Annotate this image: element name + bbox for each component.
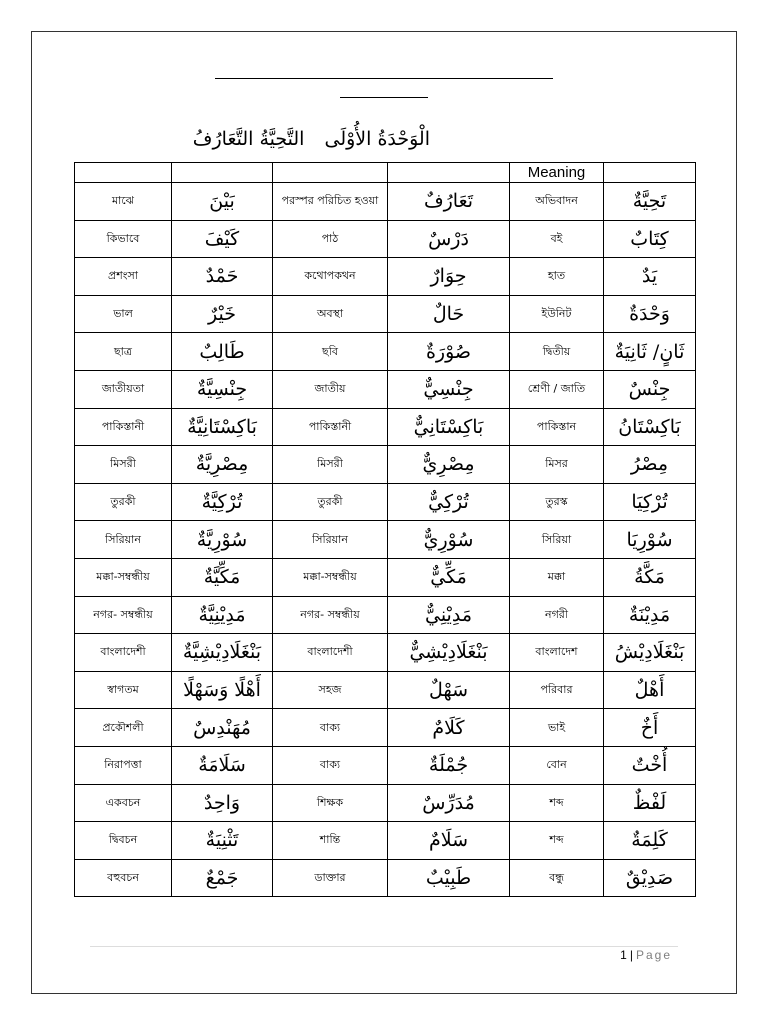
- arabic-word-cell: مِصْرِيَّةٌ: [172, 446, 273, 484]
- table-row: [75, 370, 696, 408]
- arabic-word-cell: بَاكِسْتَانِيَّةٌ: [172, 408, 273, 446]
- bengali-meaning-cell: ডাক্তার: [273, 859, 388, 897]
- bengali-meaning-cell: জাতীয়: [273, 370, 388, 408]
- arabic-word-cell: تَحِيَّةٌ: [604, 183, 696, 221]
- arabic-word-cell: يَدٌ: [604, 258, 696, 296]
- arabic-word-cell: مُهَنْدِسٌ: [172, 709, 273, 747]
- table-header-cell: [273, 163, 388, 183]
- bengali-meaning-cell: তুরকী: [273, 483, 388, 521]
- arabic-word-cell: أُخْتٌ: [604, 746, 696, 784]
- vocabulary-table: [74, 162, 696, 897]
- bengali-meaning-cell: বাংলাদেশী: [273, 634, 388, 672]
- bengali-meaning-cell: শ্রেণী / জাতি: [510, 370, 604, 408]
- table-row: [75, 258, 696, 296]
- arabic-word-cell: تُرْكِيٌّ: [388, 483, 510, 521]
- bengali-meaning-cell: সিরিয়ান: [273, 521, 388, 559]
- arabic-word-cell: أَهْلٌ: [604, 671, 696, 709]
- arabic-word-cell: كَلِمَةٌ: [604, 822, 696, 860]
- bengali-meaning-cell: ছাত্র: [75, 333, 172, 371]
- arabic-word-cell: أَخٌ: [604, 709, 696, 747]
- bengali-meaning-cell: ছবি: [273, 333, 388, 371]
- arabic-word-cell: جُمْلَةٌ: [388, 746, 510, 784]
- table-row: [75, 558, 696, 596]
- arabic-word-cell: تَعَارُفٌ: [388, 183, 510, 221]
- table-row: [75, 596, 696, 634]
- bengali-meaning-cell: নগরী: [510, 596, 604, 634]
- arabic-word-cell: جِنْسِيَّةٌ: [172, 370, 273, 408]
- table-row: [75, 295, 696, 333]
- table-row: [75, 446, 696, 484]
- bengali-meaning-cell: সহজ: [273, 671, 388, 709]
- bengali-meaning-cell: পাকিস্তানী: [273, 408, 388, 446]
- bengali-meaning-cell: বই: [510, 220, 604, 258]
- unit-title: [190, 124, 430, 154]
- arabic-word-cell: تُرْكِيَّةٌ: [172, 483, 273, 521]
- page-number: 1: [620, 948, 627, 962]
- unit-title-part1: الْوَحْدَةُ الأُوْلَى: [324, 128, 430, 150]
- bengali-meaning-cell: পরস্পর পরিচিত হওয়া: [273, 183, 388, 221]
- arabic-word-cell: مَكِّيٌّ: [388, 558, 510, 596]
- table-row: [75, 183, 696, 221]
- bengali-meaning-cell: দ্বিবচন: [75, 822, 172, 860]
- bengali-meaning-cell: বাংলাদেশী: [75, 634, 172, 672]
- bengali-meaning-cell: অবস্থা: [273, 295, 388, 333]
- arabic-word-cell: صَدِيْقٌ: [604, 859, 696, 897]
- bengali-meaning-cell: মাঝে: [75, 183, 172, 221]
- bengali-meaning-cell: বন্ধু: [510, 859, 604, 897]
- arabic-word-cell: مِصْرُ: [604, 446, 696, 484]
- table-header-row: [75, 163, 696, 183]
- bengali-meaning-cell: মিসরী: [273, 446, 388, 484]
- arabic-word-cell: بَنْغَلَادِيْشُ: [604, 634, 696, 672]
- arabic-word-cell: تُرْكِيَا: [604, 483, 696, 521]
- bengali-meaning-cell: শব্দ: [510, 784, 604, 822]
- arabic-word-cell: مَدِيْنِيٌّ: [388, 596, 510, 634]
- arabic-word-cell: سُوْرِيَّةٌ: [172, 521, 273, 559]
- bengali-meaning-cell: প্রশংসা: [75, 258, 172, 296]
- bengali-meaning-cell: পাকিস্তানী: [75, 408, 172, 446]
- arabic-word-cell: حَالٌ: [388, 295, 510, 333]
- table-row: [75, 483, 696, 521]
- arabic-word-cell: وَاحِدٌ: [172, 784, 273, 822]
- arabic-word-cell: بَيْنَ: [172, 183, 273, 221]
- arabic-word-cell: مَكِّيَّةٌ: [172, 558, 273, 596]
- arabic-word-cell: طَبِيْبٌ: [388, 859, 510, 897]
- arabic-word-cell: سَلَامَةٌ: [172, 746, 273, 784]
- arabic-word-cell: بَنْغَلَادِيْشِيَّةٌ: [172, 634, 273, 672]
- arabic-word-cell: حِوَارٌ: [388, 258, 510, 296]
- arabic-word-cell: جِنْسِيٌّ: [388, 370, 510, 408]
- table-row: [75, 822, 696, 860]
- bengali-meaning-cell: বাক্য: [273, 746, 388, 784]
- table-header-cell: Meaning: [510, 163, 604, 183]
- arabic-word-cell: سُوْرِيٌّ: [388, 521, 510, 559]
- bengali-meaning-cell: মক্কা: [510, 558, 604, 596]
- arabic-word-cell: كَيْفَ: [172, 220, 273, 258]
- bengali-meaning-cell: একবচন: [75, 784, 172, 822]
- table-row: [75, 521, 696, 559]
- bengali-meaning-cell: হাত: [510, 258, 604, 296]
- arabic-word-cell: سَلَامٌ: [388, 822, 510, 860]
- arabic-word-cell: حَمْدٌ: [172, 258, 273, 296]
- arabic-word-cell: خَيْرٌ: [172, 295, 273, 333]
- table-header-cell: [604, 163, 696, 183]
- table-header-cell: [172, 163, 273, 183]
- bengali-meaning-cell: কিভাবে: [75, 220, 172, 258]
- table-header-cell: [388, 163, 510, 183]
- table-row: [75, 709, 696, 747]
- arabic-word-cell: بَاكِسْتَانُ: [604, 408, 696, 446]
- arabic-word-cell: تَثْنِيَةٌ: [172, 822, 273, 860]
- arabic-word-cell: بَنْغَلَادِيْشِيٌّ: [388, 634, 510, 672]
- table-row: [75, 408, 696, 446]
- arabic-word-cell: مَكَّةُ: [604, 558, 696, 596]
- arabic-word-cell: دَرْسٌ: [388, 220, 510, 258]
- bengali-meaning-cell: মক্কা-সম্বন্ধীয়: [75, 558, 172, 596]
- arabic-word-cell: كِتَابٌ: [604, 220, 696, 258]
- arabic-word-cell: بَاكِسْتَانِيٌّ: [388, 408, 510, 446]
- arabic-word-cell: طَالِبٌ: [172, 333, 273, 371]
- page-label: Page: [635, 948, 672, 962]
- table-row: [75, 784, 696, 822]
- bengali-meaning-cell: বাংলাদেশ: [510, 634, 604, 672]
- bengali-meaning-cell: জাতীয়তা: [75, 370, 172, 408]
- bengali-meaning-cell: কথোপকথন: [273, 258, 388, 296]
- arabic-word-cell: مِصْرِيٌّ: [388, 446, 510, 484]
- bengali-meaning-cell: বাক্য: [273, 709, 388, 747]
- bengali-meaning-cell: সিরিয়ান: [75, 521, 172, 559]
- arabic-word-cell: مُدَرِّسٌ: [388, 784, 510, 822]
- bengali-meaning-cell: প্রকৌশলী: [75, 709, 172, 747]
- page-footer: [560, 946, 672, 964]
- arabic-word-cell: جَمْعٌ: [172, 859, 273, 897]
- arabic-word-cell: لَفْظٌ: [604, 784, 696, 822]
- table-row: [75, 634, 696, 672]
- bengali-meaning-cell: পাঠ: [273, 220, 388, 258]
- bengali-meaning-cell: দ্বিতীয়: [510, 333, 604, 371]
- bengali-meaning-cell: শিক্ষক: [273, 784, 388, 822]
- bengali-meaning-cell: মক্কা-সম্বন্ধীয়: [273, 558, 388, 596]
- table-row: [75, 333, 696, 371]
- table-row: [75, 746, 696, 784]
- bengali-meaning-cell: ভাল: [75, 295, 172, 333]
- unit-title-part2: التَّحِيَّةُ التَّعَارُفُ: [192, 128, 305, 150]
- bengali-meaning-cell: নগর- সম্বন্ধীয়: [75, 596, 172, 634]
- header-rule-short: [340, 97, 428, 98]
- bengali-meaning-cell: শব্দ: [510, 822, 604, 860]
- table-row: [75, 859, 696, 897]
- arabic-word-cell: سُوْرِيَا: [604, 521, 696, 559]
- bengali-meaning-cell: সিরিয়া: [510, 521, 604, 559]
- bengali-meaning-cell: নগর- সম্বন্ধীয়: [273, 596, 388, 634]
- bengali-meaning-cell: ভাই: [510, 709, 604, 747]
- arabic-word-cell: جِنْسٌ: [604, 370, 696, 408]
- bengali-meaning-cell: পরিবার: [510, 671, 604, 709]
- footer-separator: |: [629, 948, 633, 962]
- bengali-meaning-cell: বোন: [510, 746, 604, 784]
- bengali-meaning-cell: তুরকী: [75, 483, 172, 521]
- bengali-meaning-cell: বহুবচন: [75, 859, 172, 897]
- header-rule-long: [215, 78, 553, 79]
- bengali-meaning-cell: শান্তি: [273, 822, 388, 860]
- arabic-word-cell: صُوْرَةٌ: [388, 333, 510, 371]
- table-row: [75, 220, 696, 258]
- bengali-meaning-cell: পাকিস্তান: [510, 408, 604, 446]
- bengali-meaning-cell: অভিবাদন: [510, 183, 604, 221]
- table-header-cell: [75, 163, 172, 183]
- bengali-meaning-cell: ইউনিট: [510, 295, 604, 333]
- arabic-word-cell: سَهْلٌ: [388, 671, 510, 709]
- bengali-meaning-cell: তুরস্ক: [510, 483, 604, 521]
- arabic-word-cell: كَلَامٌ: [388, 709, 510, 747]
- arabic-word-cell: أَهْلًا وَسَهْلًا: [172, 671, 273, 709]
- arabic-word-cell: ثَانٍ/ ثَانِيَةٌ: [604, 333, 696, 371]
- arabic-word-cell: مَدِيْنَةٌ: [604, 596, 696, 634]
- bengali-meaning-cell: মিসর: [510, 446, 604, 484]
- bengali-meaning-cell: মিসরী: [75, 446, 172, 484]
- bengali-meaning-cell: নিরাপত্তা: [75, 746, 172, 784]
- arabic-word-cell: وَحْدَةٌ: [604, 295, 696, 333]
- bengali-meaning-cell: স্বাগতম: [75, 671, 172, 709]
- table-row: [75, 671, 696, 709]
- arabic-word-cell: مَدِيْنِيَّةٌ: [172, 596, 273, 634]
